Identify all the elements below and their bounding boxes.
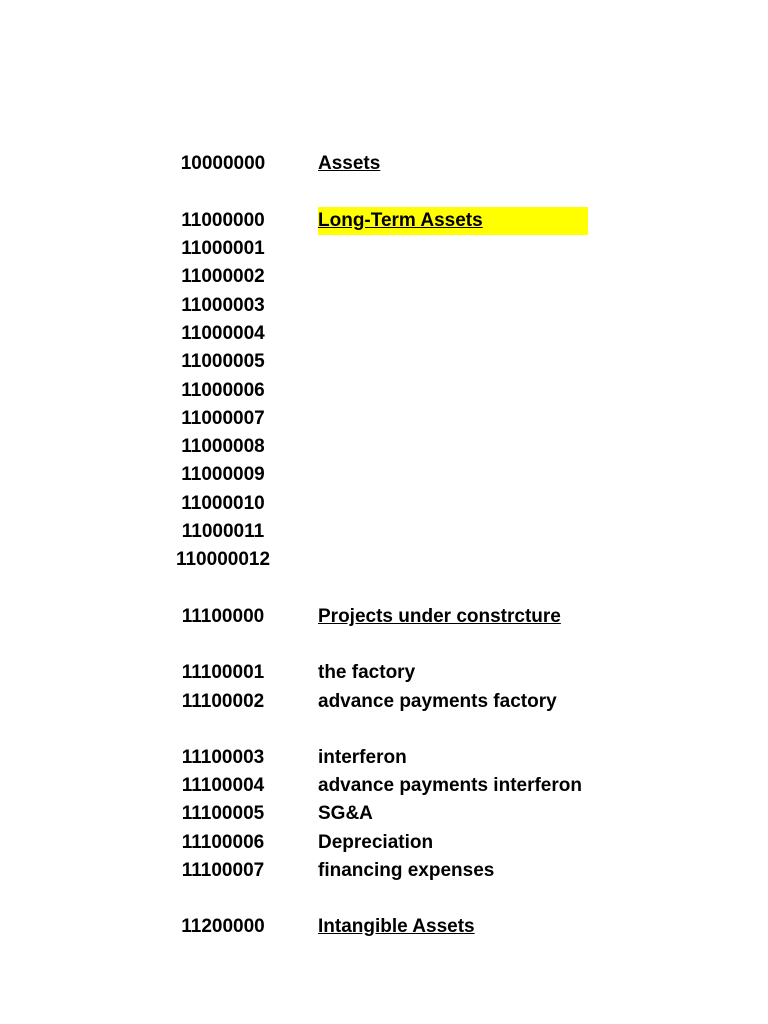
account-code: 11100000 <box>181 606 265 627</box>
account-code: 11100001 <box>181 662 265 683</box>
account-row <box>160 461 600 489</box>
account-row <box>160 744 600 772</box>
account-row <box>160 490 600 518</box>
account-code: 11100007 <box>181 860 265 881</box>
account-code: 11000009 <box>181 464 265 485</box>
account-code: 11000007 <box>181 408 265 429</box>
account-row <box>160 829 600 857</box>
account-row <box>160 377 600 405</box>
account-label: Projects under constrcture <box>318 606 561 627</box>
account-row <box>160 235 600 263</box>
account-code: 11000008 <box>181 436 265 457</box>
account-code: 10000000 <box>180 153 266 174</box>
account-row <box>160 348 600 376</box>
account-label: SG&A <box>318 803 373 824</box>
account-code: 11000000 <box>181 210 265 231</box>
account-row <box>160 603 600 631</box>
account-row <box>160 405 600 433</box>
account-row <box>160 772 600 800</box>
account-row <box>160 292 600 320</box>
account-label: financing expenses <box>318 860 495 881</box>
account-code: 11000005 <box>181 351 265 372</box>
account-code: 11100005 <box>181 803 265 824</box>
account-code: 11100006 <box>181 832 265 853</box>
account-row <box>160 433 600 461</box>
account-code: 11000006 <box>181 380 265 401</box>
account-row <box>160 263 600 291</box>
account-label: advance payments factory <box>318 691 557 712</box>
account-label: Assets <box>318 153 381 174</box>
account-row <box>160 913 600 941</box>
account-code: 11100002 <box>181 691 265 712</box>
account-label: Depreciation <box>318 832 434 853</box>
account-code: 11100003 <box>181 747 265 768</box>
account-code: 110000012 <box>175 549 271 570</box>
account-code: 11000004 <box>181 323 265 344</box>
account-code: 11000001 <box>181 238 265 259</box>
account-code: 11000002 <box>181 266 265 287</box>
account-row <box>160 150 600 178</box>
account-row <box>160 688 600 716</box>
account-row <box>160 857 600 885</box>
account-code: 11000003 <box>181 295 265 316</box>
account-label: Long-Term Assets <box>318 207 588 235</box>
account-row <box>160 320 600 348</box>
account-row <box>160 659 600 687</box>
account-label: Intangible Assets <box>318 916 475 937</box>
account-row <box>160 518 600 546</box>
account-code: 11000011 <box>181 521 265 542</box>
account-row <box>160 800 600 828</box>
account-code: 11000010 <box>181 493 265 514</box>
account-code: 11200000 <box>181 916 265 937</box>
account-row <box>160 546 600 574</box>
account-row <box>160 207 600 235</box>
account-label: the factory <box>318 662 416 683</box>
account-label: advance payments interferon <box>318 775 582 796</box>
account-code: 11100004 <box>181 775 265 796</box>
account-label: interferon <box>318 747 407 768</box>
